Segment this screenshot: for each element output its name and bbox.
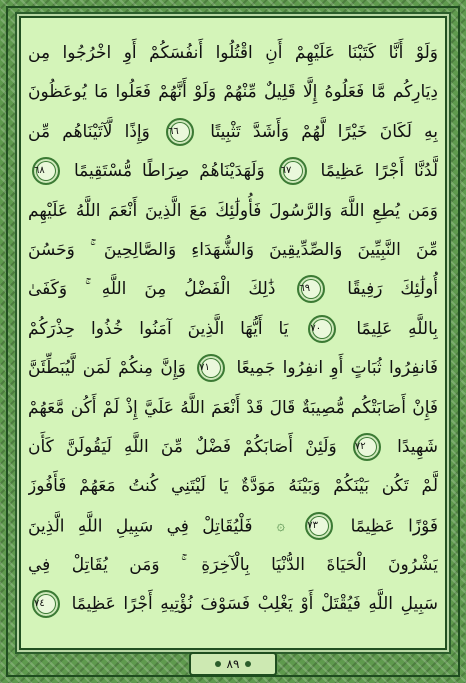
line-text-continued: ذَٰلِكَ الْفَضْلُ مِنَ اللَّهِ ۚ وَكَفَىٰ: [28, 279, 276, 300]
line-text-continued: وَإِنَّ مِنكُمْ لَمَن لَّيُبَطِّئَنَّ: [28, 358, 186, 379]
line-text: بِاللَّهِ عَلِيمًا: [356, 318, 438, 339]
ayah-number-marker: ٧٤: [32, 590, 60, 618]
ayah-number-marker: ٦٩: [297, 275, 325, 303]
line-text-continued: فَلْيُقَاتِلْ فِي سَبِيلِ اللَّهِ الَّذِينَ: [28, 516, 253, 537]
ayah-number-marker: ٧٠: [308, 315, 336, 343]
page-number-box: [189, 652, 277, 676]
ornament-dot-icon: [245, 661, 251, 667]
text-line: [28, 270, 438, 309]
line-text: فَوْزًا عَظِيمًا: [350, 516, 438, 537]
ornament-dot-icon: [215, 661, 221, 667]
line-text-continued: وَلَئِنْ أَصَابَكُمْ فَضْلٌ مِّنَ اللَّهِ لَيَقُولَنَّ كَأَن: [28, 436, 337, 457]
line-text: سَبِيلِ اللَّهِ فَيُقْتَلْ أَوْ يَغْلِبْ فَسَوْفَ نُؤْتِيهِ أَجْرًا عَظِيمًا: [71, 594, 438, 615]
text-line: [28, 310, 438, 349]
quran-text: [28, 34, 438, 625]
page-number: ٨٩: [226, 657, 240, 671]
ayah-number-marker: ٧٣: [305, 512, 333, 540]
line-text: وَلَوْ أَنَّا كَتَبْنَا عَلَيْهِمْ أَنِ اقْتُلُوا أَنفُسَكُمْ أَوِ اخْرُجُوا مِن: [28, 43, 438, 63]
line-text: لَّدُنَّا أَجْرًا عَظِيمًا: [320, 161, 438, 182]
line-text: بِهِ لَكَانَ خَيْرًا لَّهُمْ وَأَشَدَّ تَثْبِيتًا: [210, 121, 438, 142]
line-text: دِيَارِكُم مَّا فَعَلُوهُ إِلَّا قَلِيلٌ مِّنْهُمْ وَلَوْ أَنَّهُمْ فَعَلُوا مَا يُوعَظُونَ: [28, 82, 438, 103]
line-text: وَمَن يُطِعِ اللَّهَ وَالرَّسُولَ فَأُولَٰئِكَ مَعَ الَّذِينَ أَنْعَمَ اللَّهُ عَلَيْهِم: [28, 200, 438, 221]
line-text-continued: وَإِذًا لَّآتَيْنَاهُم مِّن: [28, 121, 150, 142]
text-line: [28, 152, 438, 191]
ayah-number-marker: ٧١: [197, 354, 225, 382]
hizb-marker-icon: ۞: [276, 517, 285, 534]
line-text: فَانفِرُوا ثُبَاتٍ أَوِ انفِرُوا جَمِيعًا: [236, 358, 438, 379]
text-line: [28, 192, 438, 231]
line-text: فَإِنْ أَصَابَتْكُم مُّصِيبَةٌ قَالَ قَدْ أَنْعَمَ اللَّهُ عَلَيَّ إِذْ لَمْ أَكُن مَّعَهُمْ: [28, 397, 438, 418]
text-line: [28, 73, 438, 112]
text-line: [28, 231, 438, 270]
line-text-continued: يَا أَيُّهَا الَّذِينَ آمَنُوا خُذُوا حِذْرَكُمْ: [28, 318, 289, 339]
text-line: [28, 428, 438, 467]
line-text-continued: وَلَهَدَيْنَاهُمْ صِرَاطًا مُّسْتَقِيمًا: [73, 161, 265, 182]
ayah-number-marker: ٦٨: [32, 157, 60, 185]
ayah-number-marker: ٦٦: [166, 118, 194, 146]
line-text: يَشْرُونَ الْحَيَاةَ الدُّنْيَا بِالْآخِرَةِ ۚ وَمَن يُقَاتِلْ فِي: [28, 555, 438, 576]
ayah-number-marker: ٦٧: [279, 157, 307, 185]
text-line: [28, 467, 438, 506]
text-line: [28, 585, 438, 624]
line-text: أُولَٰئِكَ رَفِيقًا: [347, 279, 438, 300]
line-text: مِّنَ النَّبِيِّينَ وَالصِّدِّيقِينَ وَالشُّهَدَاءِ وَالصَّالِحِينَ ۚ وَحَسُنَ: [28, 239, 438, 260]
text-line: [28, 34, 438, 73]
text-line: [28, 113, 438, 152]
text-line: [28, 349, 438, 388]
text-line: [28, 507, 438, 546]
ayah-number-marker: ٧٢: [353, 433, 381, 461]
line-text: شَهِيدًا: [397, 436, 438, 457]
text-line: [28, 389, 438, 428]
line-text: لَّمْ تَكُن بَيْنَكُمْ وَبَيْنَهُ مَوَدَّةٌ يَا لَيْتَنِي كُنتُ مَعَهُمْ فَأَفُوزَ: [28, 476, 438, 497]
text-line: [28, 546, 438, 585]
